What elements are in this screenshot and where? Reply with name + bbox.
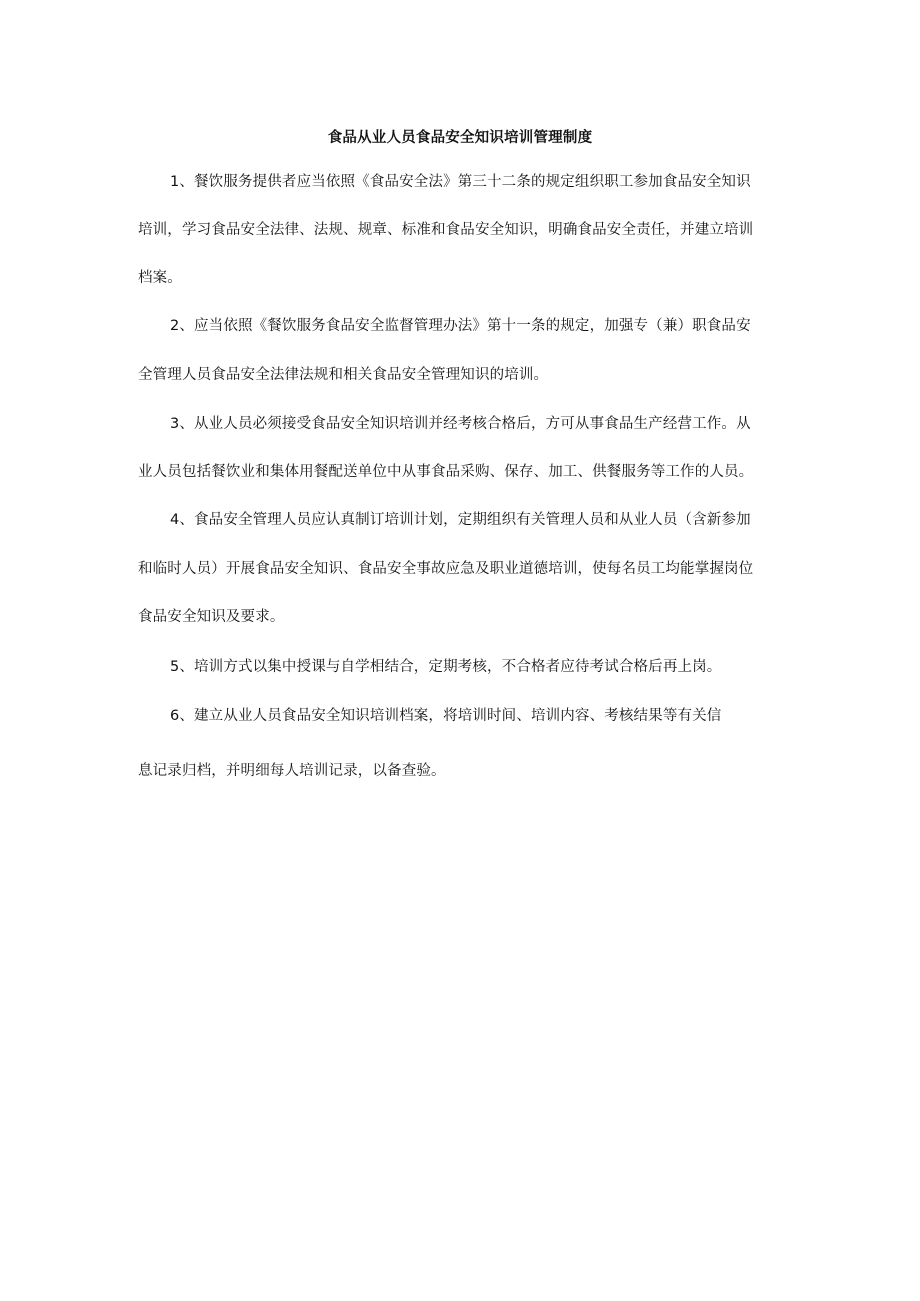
paragraph-5-line-1: 5、培训方式以集中授课与自学相结合，定期考核，不合格者应待考试合格后再上岗。 <box>170 659 722 675</box>
document-title: 食品从业人员食品安全知识培训管理制度 <box>327 130 593 146</box>
paragraph-1-line-3: 档案。 <box>138 270 182 286</box>
paragraph-1-line-2: 培训，学习食品安全法律、法规、规章、标准和食品安全知识，明确食品安全责任，并建立培训 <box>138 222 754 238</box>
paragraph-2-line-1: 2、应当依照《餐饮服务食品安全监督管理办法》第十一条的规定，加强专（兼）职食品安 <box>170 318 751 334</box>
paragraph-1-line-1: 1、餐饮服务提供者应当依照《食品安全法》第三十二条的规定组织职工参加食品安全知识 <box>170 174 751 190</box>
paragraph-6-line-1: 6、建立从业人员食品安全知识培训档案，将培训时间、培训内容、考核结果等有关信 <box>170 708 722 724</box>
paragraph-4-line-3: 食品安全知识及要求。 <box>138 609 285 625</box>
paragraph-3-line-1: 3、从业人员必须接受食品安全知识培训并经考核合格后，方可从事食品生产经营工作。从 <box>170 416 751 432</box>
paragraph-4-line-2: 和临时人员）开展食品安全知识、食品安全事故应急及职业道德培训，使每名员工均能掌握岗位 <box>138 561 754 577</box>
paragraph-4-line-1: 4、食品安全管理人员应认真制订培训计划，定期组织有关管理人员和从业人员（含新参加 <box>170 512 751 528</box>
paragraph-6-line-2: 息记录归档，并明细每人培训记录，以备查验。 <box>138 763 446 779</box>
paragraph-2-line-2: 全管理人员食品安全法律法规和相关食品安全管理知识的培训。 <box>138 367 549 383</box>
paragraph-3-line-2: 业人员包括餐饮业和集体用餐配送单位中从事食品采购、保存、加工、供餐服务等工作的人员。 <box>138 464 754 480</box>
